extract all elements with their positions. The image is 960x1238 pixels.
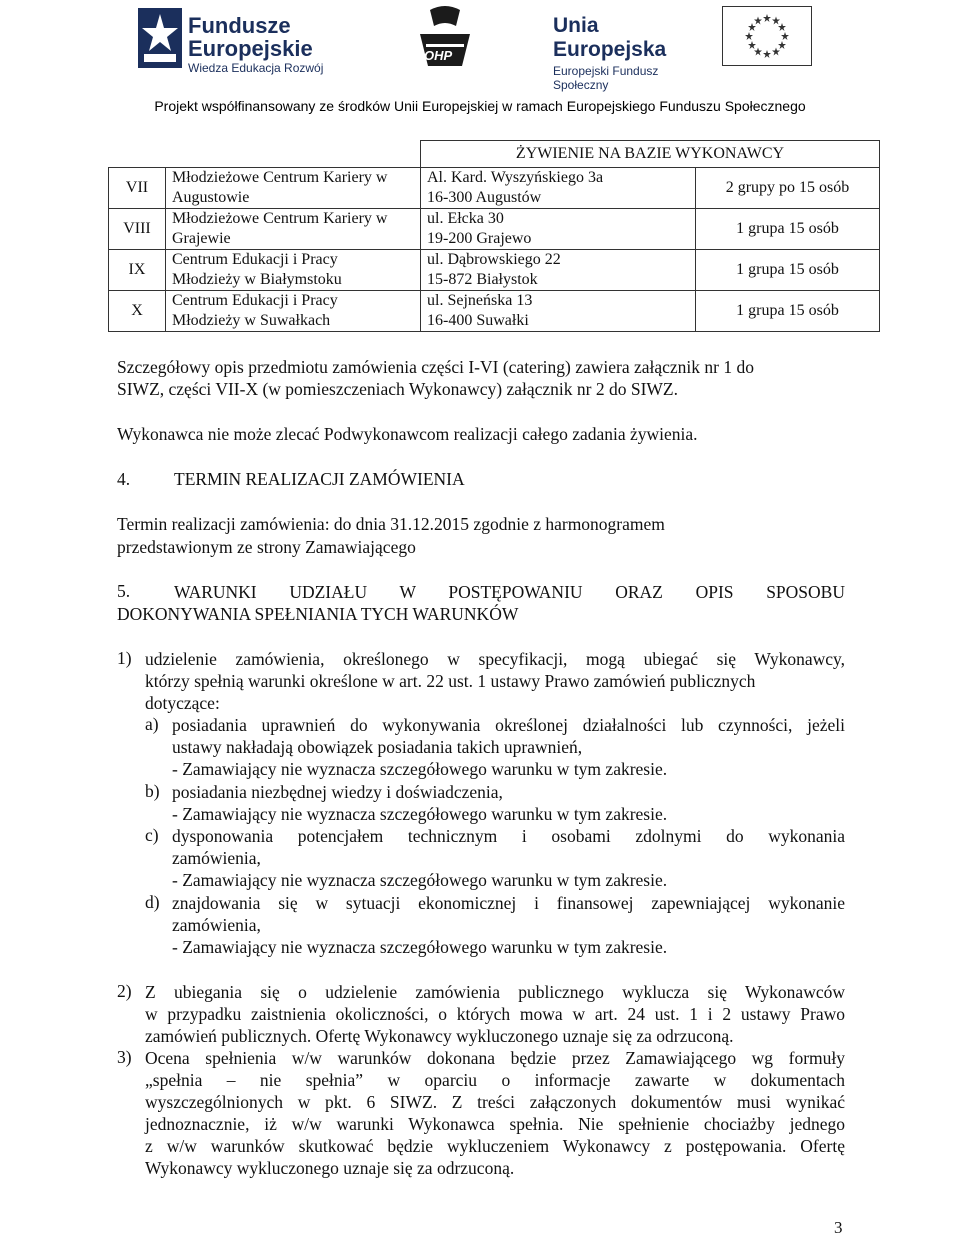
subcontracting-note: Wykonawca nie może zlecać Podwykonawcom realizacji całego zadania żywienia. <box>117 424 698 444</box>
catering-description-line1: Szczegółowy opis przedmiotu zamówienia części I-VI (catering) zawiera załącznik nr 1 do <box>117 357 754 377</box>
item-a-label: a) <box>145 714 159 734</box>
table-row <box>109 291 880 332</box>
address-line1: Al. Kard. Wyszyńskiego 3a <box>427 169 604 186</box>
table-row <box>109 209 880 250</box>
address-line1: ul. Sejneńska 13 <box>427 292 533 309</box>
item-3-line6: Wykonawcy wykluczonego uznaje się za odrzuconą. <box>145 1158 515 1178</box>
item-3-line5: z w/w warunków skutkować będzie wykluczeniem Wykonawcy z postępowania. Ofertę <box>145 1136 845 1156</box>
item-1-line1: udzielenie zamówienia, określonego w specyfikacji, mogą ubiegać się Wykonawcy, <box>145 649 845 669</box>
catering-description-line2: SIWZ, części VII-X (w pomieszczeniach Wykonawcy) załącznik nr 2 do SIWZ. <box>117 379 678 399</box>
organization-cell <box>166 168 421 209</box>
item-d-line2: zamówienia, <box>172 915 261 935</box>
org-line2: Młodzieży w Białymstoku <box>172 271 342 288</box>
item-3-line3: wyszczególnionych w pkt. 6 SIWZ. Z treści załączonych dokumentów musi wynikać <box>145 1092 845 1112</box>
address-cell <box>421 291 696 332</box>
address-line1: ul. Dąbrowskiego 22 <box>427 251 561 268</box>
item-a-line2: ustawy nakładają obowiązek posiadania takich uprawnień, <box>172 737 583 757</box>
group-count-cell: 1 grupa 15 osób <box>696 291 880 332</box>
section-4-title: TERMIN REALIZACJI ZAMÓWIENIA <box>174 469 465 489</box>
item-c-label: c) <box>145 825 159 845</box>
fe-logo-line1: Fundusze <box>188 13 291 38</box>
row-number: VIII <box>109 209 166 250</box>
item-a-line1: posiadania uprawnień do wykonywania określonej działalności lub czynności, jeżeli <box>172 715 845 735</box>
fe-logo-line3: Wiedza Edukacja Rozwój <box>188 61 324 75</box>
item-d-label: d) <box>145 892 160 912</box>
item-b-line1: posiadania niezbędnej wiedzy i doświadczenia, <box>172 782 503 802</box>
unia-europejska-logo <box>553 14 715 92</box>
org-line1: Młodzieżowe Centrum Kariery w <box>172 210 388 227</box>
section-4-heading <box>117 468 465 491</box>
address-line2: 16-300 Augustów <box>427 189 542 206</box>
group-count-cell: 1 grupa 15 osób <box>696 250 880 291</box>
organization-cell <box>166 250 421 291</box>
item-b-line2: - Zamawiający nie wyznacza szczegółowego warunku w tym zakresie. <box>172 804 668 824</box>
ue-logo-title: Unia Europejska <box>553 14 667 61</box>
item-2-line1: Z ubiegania się o udzielenie zamówienia publicznego wyklucza się Wykonawców <box>145 982 845 1002</box>
item-1-line2: którzy spełnią warunki określone w art. 22 ust. 1 ustawy Prawo zamówień publicznych <box>145 671 756 691</box>
ohp-shield-icon <box>410 4 480 74</box>
item-d-line1: znajdowania się w sytuacji ekonomicznej i finansowej zapewniającej wykonanie <box>172 893 845 913</box>
ue-logo-subtitle: Europejski Fundusz Społeczny <box>553 64 659 92</box>
group-count-cell: 2 grupy po 15 osób <box>696 168 880 209</box>
fe-star-icon <box>138 8 182 68</box>
org-line1: Młodzieżowe Centrum Kariery w <box>172 169 388 186</box>
item-2-label: 2) <box>117 981 132 1001</box>
item-a-line3: - Zamawiający nie wyznacza szczegółowego warunku w tym zakresie. <box>172 759 668 779</box>
header-logos <box>0 0 960 96</box>
item-d-line3: - Zamawiający nie wyznacza szczegółowego warunku w tym zakresie. <box>172 937 668 957</box>
item-c-line1: dysponowania potencjałem technicznym i osobami zdolnymi do wykonania <box>172 826 845 846</box>
org-line1: Centrum Edukacji i Pracy <box>172 292 338 309</box>
ohp-logo <box>410 4 480 74</box>
fe-logo-line2: Europejskie <box>188 36 313 61</box>
org-line1: Centrum Edukacji i Pracy <box>172 251 338 268</box>
organization-cell <box>166 209 421 250</box>
item-c-line3: - Zamawiający nie wyznacza szczegółowego warunku w tym zakresie. <box>172 870 668 890</box>
deadline-line1: Termin realizacji zamówienia: do dnia 31.12.2015 zgodnie z harmonogramem <box>117 514 665 534</box>
project-cofinancing-line: Projekt współfinansowany ze środków Unii Europejskiej w ramach Europejskiego Funduszu Społecznego <box>154 98 806 114</box>
address-cell <box>421 209 696 250</box>
item-3-line2: „spełnia – nie spełnia” w oparciu o informacje zawarte w dokumentach <box>145 1070 845 1090</box>
table-section-header: ŻYWIENIE NA BAZIE WYKONAWCY <box>421 141 880 168</box>
section-5-title-line1: WARUNKI UDZIAŁU W POSTĘPOWANIU ORAZ OPIS SPOSOBU <box>174 582 845 602</box>
section-4-number: 4. <box>117 469 131 489</box>
item-1-line3: dotyczące: <box>145 693 220 713</box>
item-b-label: b) <box>145 781 160 801</box>
org-line2: Młodzieży w Suwałkach <box>172 312 331 329</box>
item-2-line2: w przypadku zaistnienia okoliczności, o których mowa w art. 24 ust. 1 i 2 ustawy Prawo <box>145 1004 845 1024</box>
deadline-line2: przedstawionym ze strony Zamawiającego <box>117 537 416 557</box>
row-number: VII <box>109 168 166 209</box>
item-c-line2: zamówienia, <box>172 848 261 868</box>
section-5-number: 5. <box>117 581 131 601</box>
item-3-line1: Ocena spełnienia w/w warunków dokonana będzie przez Zamawiającego wg formuły <box>145 1048 845 1068</box>
item-3-label: 3) <box>117 1047 132 1067</box>
table-row <box>109 168 880 209</box>
address-line2: 19-200 Grajewo <box>427 230 532 247</box>
eu-flag-icon <box>722 6 812 66</box>
group-count-cell: 1 grupa 15 osób <box>696 209 880 250</box>
table-row <box>109 250 880 291</box>
item-3-line4: jednoznacznie, iż w/w warunki Wykonawca spełnia. Nie spełnienie chociażby jednego <box>145 1114 845 1134</box>
address-cell <box>421 250 696 291</box>
section-5-title-line2: DOKONYWANIA SPEŁNIANIA TYCH WARUNKÓW <box>117 604 519 624</box>
item-2-line3: zamówień publicznych. Ofertę Wykonawcy wykluczonego uznaje się za odrzuconą. <box>145 1026 734 1046</box>
address-line1: ul. Ełcka 30 <box>427 210 504 227</box>
ohp-logo-text: OHP <box>424 48 453 63</box>
locations-table <box>108 140 880 332</box>
org-line2: Grajewie <box>172 230 231 247</box>
row-number: IX <box>109 250 166 291</box>
page-number: 3 <box>834 1218 843 1237</box>
address-cell <box>421 168 696 209</box>
address-line2: 16-400 Suwałki <box>427 312 529 329</box>
address-line2: 15-872 Białystok <box>427 271 538 288</box>
fundusze-europejskie-logo <box>138 8 338 74</box>
item-1-label: 1) <box>117 648 132 668</box>
row-number: X <box>109 291 166 332</box>
org-line2: Augustowie <box>172 189 250 206</box>
organization-cell <box>166 291 421 332</box>
